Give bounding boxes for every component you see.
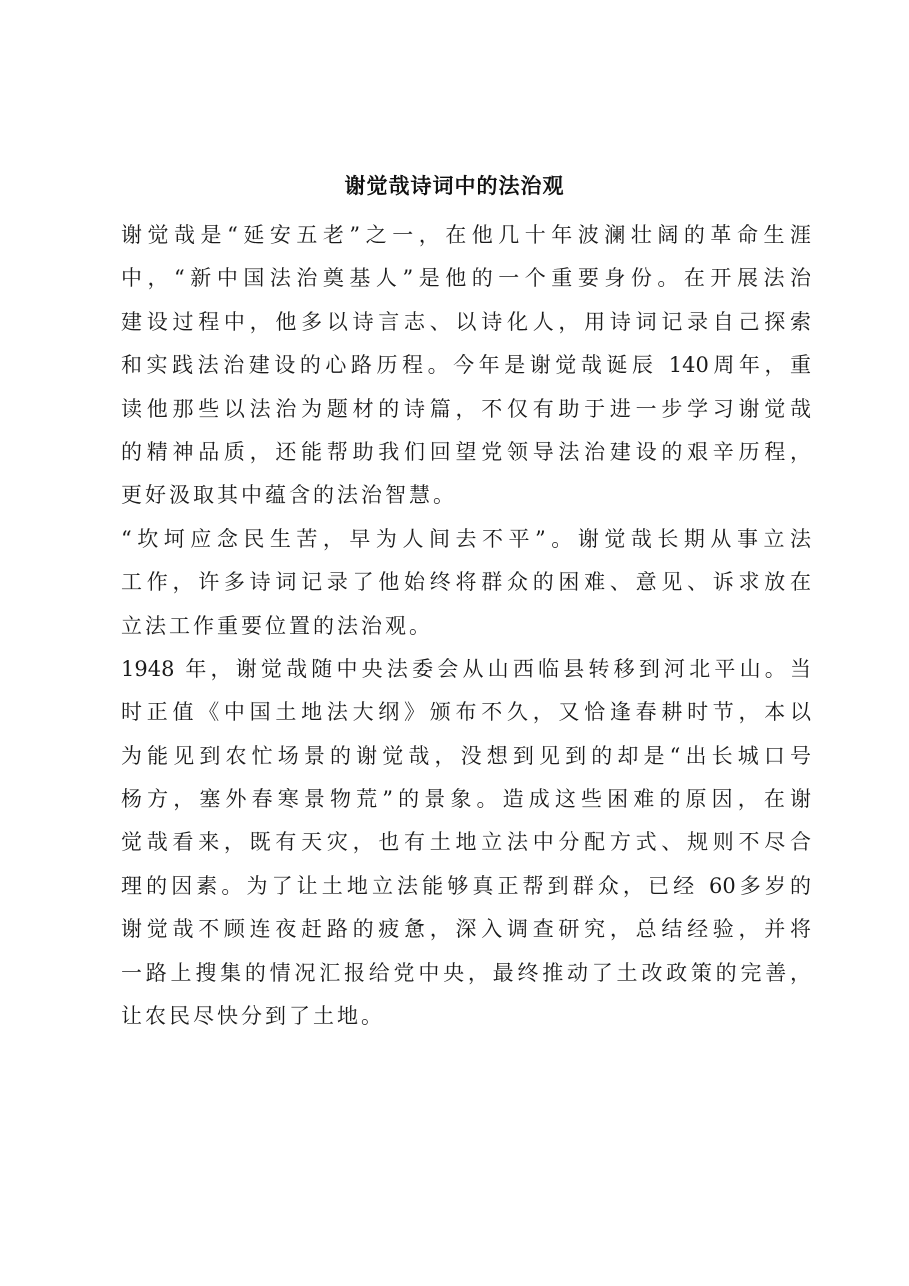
text-line: 杨方，塞外春寒景物荒”的景象。造成这些困难的原因，在谢 — [121, 787, 811, 812]
text-line: 让农民尽快分到了土地。 — [121, 1004, 385, 1029]
text-line: 为能见到农忙场景的谢觉哉，没想到见到的却是“出长城口号 — [121, 743, 811, 768]
text-line: 建设过程中，他多以诗言志、以诗化人，用诗词记录自己探索 — [121, 309, 811, 334]
text-line: 立法工作重要位置的法治观。 — [121, 613, 433, 638]
text-line: 觉哉看来，既有天灾，也有土地立法中分配方式、规则不尽合 — [121, 830, 811, 855]
text-line: 理的因素。为了让土地立法能够真正帮到群众，已经 60多岁的 — [121, 873, 811, 898]
text-line: 中，“新中国法治奠基人”是他的一个重要身份。在开展法治 — [121, 266, 811, 291]
text-line: 和实践法治建设的心路历程。今年是谢觉哉诞辰 140周年，重 — [121, 353, 811, 378]
text-line: 一路上搜集的情况汇报给党中央，最终推动了土改政策的完善， — [121, 960, 811, 985]
text-line: 读他那些以法治为题材的诗篇，不仅有助于进一步学习谢觉哉 — [121, 396, 811, 421]
text-line: “坎坷应念民生苦，早为人间去不平”。谢觉哉长期从事立法 — [121, 526, 811, 551]
document-body — [121, 214, 811, 1038]
document-title: 谢觉哉诗词中的法治观 — [344, 173, 565, 198]
text-line: 谢觉哉不顾连夜赶路的疲惫，深入调查研究，总结经验，并将 — [121, 917, 811, 942]
text-line: 1948 年，谢觉哉随中央法委会从山西临县转移到河北平山。当 — [121, 656, 811, 681]
text-line: 工作，许多诗词记录了他始终将群众的困难、意见、诉求放在 — [121, 570, 811, 595]
text-line: 的精神品质，还能帮助我们回望党领导法治建设的艰辛历程， — [121, 439, 811, 464]
text-line: 更好汲取其中蕴含的法治智慧。 — [121, 483, 457, 508]
text-line: 谢觉哉是“延安五老”之一，在他几十年波澜壮阔的革命生涯 — [121, 223, 811, 247]
text-line: 时正值《中国土地法大纲》颁布不久，又恰逢春耕时节，本以 — [121, 700, 811, 725]
